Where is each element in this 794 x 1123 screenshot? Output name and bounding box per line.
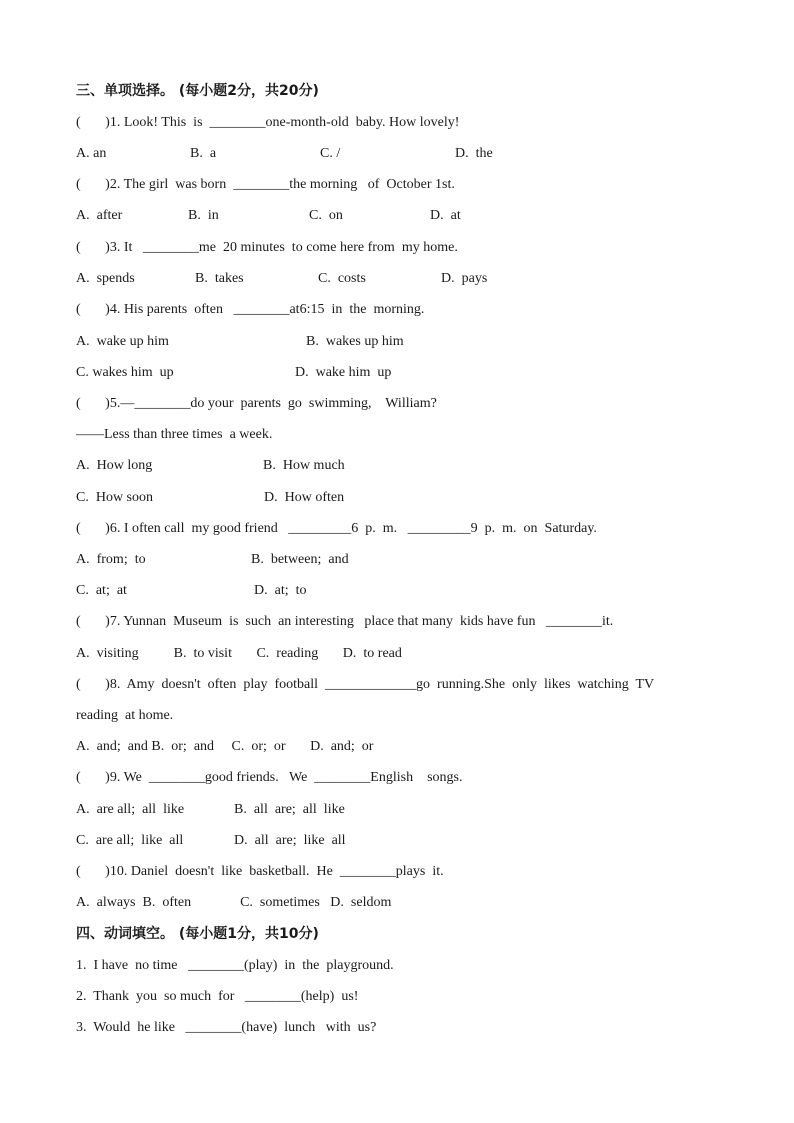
q2-option-c: C. on: [309, 208, 343, 223]
q4-stem: ( )4. His parents often ________at6:15 in the morning.: [76, 302, 425, 317]
q5-option-d: D. How often: [264, 490, 345, 505]
q3-option-a: A. spends: [76, 271, 135, 286]
q4-option-a: A. wake up him: [76, 334, 169, 349]
section3-heading: 三、单项选择。 (每小题2分，共20分): [76, 83, 319, 99]
q5-option-b: B. How much: [263, 458, 345, 473]
q6-stem: ( )6. I often call my good friend _________6 p. m. _________9 p. m. on Saturday.: [76, 521, 597, 536]
q1-option-a: A. an: [76, 146, 107, 161]
q5-stem: ( )5.—________do your parents go swimming, William?: [76, 396, 437, 411]
verb-item-1: 1. I have no time ________(play) in the playground.: [76, 958, 394, 973]
q10-options: A. always B. often C. sometimes D. seldom: [76, 895, 392, 910]
q5-option-c: C. How soon: [76, 490, 154, 505]
q8-stem: ( )8. Amy doesn't often play football _____________go running.She only likes watching TV: [76, 677, 655, 692]
q1-stem: ( )1. Look! This is ________one-month-old baby. How lovely!: [76, 115, 460, 130]
q1-option-b: B. a: [190, 146, 217, 161]
q7-options: A. visiting B. to visit C. reading D. to read: [76, 646, 402, 661]
q6-option-b: B. between; and: [251, 552, 349, 567]
q3-stem: ( )3. It ________me 20 minutes to come here from my home.: [76, 240, 458, 255]
q5-option-a: A. How long: [76, 458, 153, 473]
q3-option-d: D. pays: [441, 271, 488, 286]
q9-stem: ( )9. We ________good friends. We ________English songs.: [76, 770, 463, 785]
q8-options: A. and; and B. or; and C. or; or D. and; or: [76, 739, 374, 754]
q1-option-c: C. /: [320, 146, 341, 161]
q9-option-c: C. are all; like all: [76, 833, 184, 848]
q2-option-d: D. at: [430, 208, 461, 223]
q1-option-d: D. the: [455, 146, 493, 161]
q4-option-c: C. wakes him up: [76, 365, 174, 380]
q9-option-a: A. are all; all like: [76, 802, 185, 817]
q9-option-b: B. all are; all like: [234, 802, 345, 817]
q8-stem-continued: reading at home.: [76, 708, 174, 723]
q5-answer-line: ——Less than three times a week.: [76, 427, 273, 442]
q2-stem: ( )2. The girl was born ________the morning of October 1st.: [76, 177, 455, 192]
q6-option-a: A. from; to: [76, 552, 146, 567]
q4-option-b: B. wakes up him: [306, 334, 404, 349]
q10-stem: ( )10. Daniel doesn't like basketball. He ________plays it.: [76, 864, 444, 879]
q2-option-a: A. after: [76, 208, 123, 223]
q4-option-d: D. wake him up: [295, 365, 392, 380]
verb-item-2: 2. Thank you so much for ________(help) us!: [76, 989, 359, 1004]
q9-option-d: D. all are; like all: [234, 833, 346, 848]
q3-option-b: B. takes: [195, 271, 244, 286]
q6-option-c: C. at; at: [76, 583, 127, 598]
q7-stem: ( )7. Yunnan Museum is such an interesting place that many kids have fun ________it.: [76, 614, 614, 629]
q2-option-b: B. in: [188, 208, 219, 223]
q6-option-d: D. at; to: [254, 583, 307, 598]
verb-item-3: 3. Would he like ________(have) lunch with us?: [76, 1020, 377, 1035]
section4-heading: 四、动词填空。 (每小题1分，共10分): [76, 926, 319, 942]
q3-option-c: C. costs: [318, 271, 366, 286]
